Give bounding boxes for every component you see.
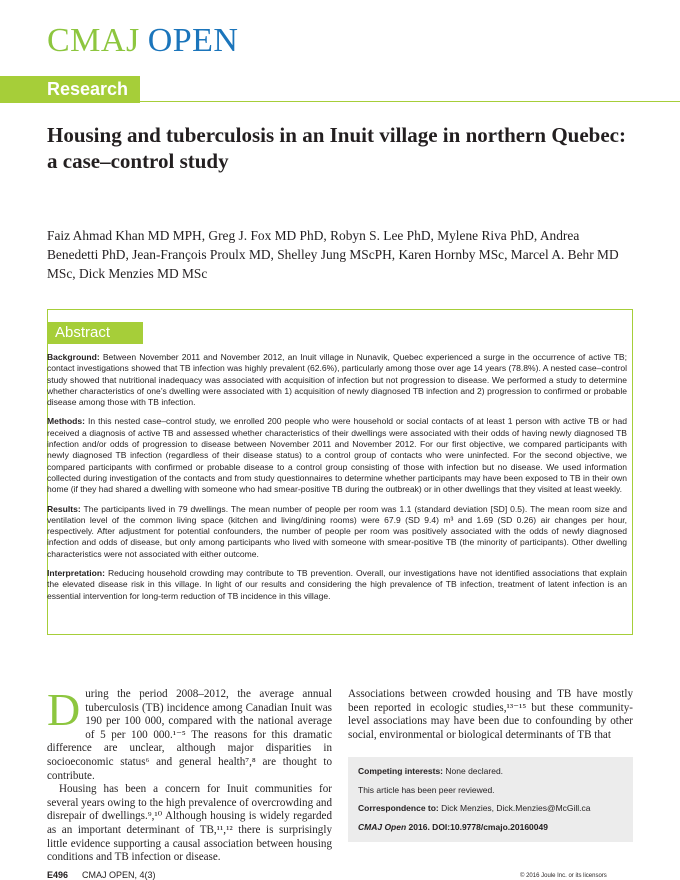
section-label: Research	[47, 79, 129, 99]
section-bar	[0, 76, 140, 103]
page-footer	[47, 870, 156, 880]
correspondence-text[interactable]: Dick Menzies, Dick.Menzies@McGill.ca	[441, 803, 591, 813]
page-number: E496	[47, 870, 69, 880]
body-column-right	[348, 688, 633, 742]
correspondence-label: Correspondence to:	[358, 803, 439, 813]
article-info-box	[348, 757, 633, 842]
section-rule	[140, 101, 680, 102]
methods-text: In this nested case–control study, we enrolled 200 people who were household or social contacts of at least 1 person with active TB or had received a diagnosis of active TB and assessed whether characteristics of their dwellings were associated with their odds of having newly diagnosed TB infection and/or odds of progression to disease between November 2011 and November 2012. For our first objective, we compared participants with newly diagnosed TB infection (regardless of their disease status) to a control group of contacts who were uninfected. For the second objective, we compared participants with confirmed or probable disease to a control group consisting of those with infection but no disease. We used information collected during investigation of the contacts and from study questionnaires to determine whether participants may have been exposed to TB in their own home (if they had shared a dwelling with someone who had smear-positive TB during the outbreak) or in other dwellings that they visited at least weekly.	[47, 416, 627, 495]
competing-label: Competing interests:	[358, 766, 444, 776]
interpretation-label: Interpretation:	[47, 568, 105, 579]
footer-copyright: © 2016 Joule Inc. or its licensors	[520, 873, 607, 879]
body-paragraph-2: Housing has been a concern for Inuit communities for several years owing to the high prevalence of overcrowding and disrepair of dwellings.⁹,¹⁰ Although housing is widely regarded as an important determinant of TB,¹¹,¹² there is surprisingly little evidence supporting a causal association between housing conditions and TB infection or disease.	[47, 783, 332, 864]
background-text: Between November 2011 and November 2012, an Inuit village in Nunavik, Quebec experienced a surge in the occurrence of active TB; contact investigations showed that TB infection was highly prevalent (62.6%), particularly among those over age 14 years (78.8%). A nested case–control study showed that nutritional inadequacy was associated with acquisition of infection but not progression to disease. We performed a study to determine whether characteristics of one’s dwelling were associated with 1) acquisition of newly diagnosed TB infection and 2) progression to confirmed or probable disease among those with TB infection.	[47, 352, 627, 408]
abstract-background	[47, 352, 627, 408]
abstract-methods	[47, 416, 627, 495]
interpretation-text: Reducing household crowding may contribute to TB prevention. Overall, our investigations have not identified associations that explain the elevated disease risk in this village. In light of our results and considering the high prevalence of TB infection, treatment of latent infection is an essential intervention for long-term reduction of TB incidence in this village.	[47, 568, 628, 601]
citation-journal: CMAJ Open	[358, 821, 407, 832]
results-label: Results:	[47, 503, 81, 514]
drop-cap: D	[47, 684, 81, 735]
abstract-interpretation	[47, 568, 627, 602]
peer-review-note: This article has been peer reviewed.	[358, 784, 495, 795]
citation	[358, 818, 623, 837]
competing-text: None declared.	[445, 766, 504, 776]
body-column-left	[47, 684, 332, 865]
competing-interests	[358, 762, 623, 781]
methods-label: Methods:	[47, 416, 85, 427]
article-title: Housing and tuberculosis in an Inuit village in northern Quebec: a case–control study	[47, 123, 626, 173]
body-paragraph-1	[47, 684, 332, 783]
author-list: Faiz Ahmad Khan MD MPH, Greg J. Fox MD PhD, Robyn S. Lee PhD, Mylene Riva PhD, Andrea Benedetti PhD, Jean-François Proulx MD, Shelley Jung MScPH, Karen Hornby MSc, Marcel A. Behr MD MSc, Dick Menzies MD MSc	[47, 228, 619, 281]
masthead-cmaj: CMAJ	[47, 22, 140, 59]
footer-journal: CMAJ OPEN, 4(3)	[82, 870, 156, 880]
abstract-results	[47, 504, 627, 560]
abstract-heading: Abstract	[47, 322, 143, 344]
results-text: The participants lived in 79 dwellings. The mean number of people per room was 1.1 (standard deviation [SD] 0.5). The mean room size and ventilation level of the common living space (kitchen and living/dining rooms) were 67.9 (SD 9.4) m³ and 1.69 (SD 0.26) air changes per hour, respectively. After adjustment for potential confounders, the number of people per room was positively associated with the odds of newly diagnosed infection and odds of disease, but only among participants who lived with someone with smear-positive TB (the minority of participants). Other dwelling characteristics were not associated with either outcome.	[47, 503, 627, 559]
paragraph-1-text: uring the period 2008–2012, the average annual tuberculosis (TB) incidence among Canadian Inuit was 190 per 100 000, compared with the national average of 5 per 100 000.¹⁻⁵ The reasons for this dramatic difference are unclear, although major disparities in socioeconomic status⁶ and general health⁷,⁸ are thought to contribute.	[47, 688, 332, 782]
citation-text: 2016. DOI:10.9778/cmajo.20160049	[408, 821, 548, 832]
abstract-text	[47, 352, 627, 610]
correspondence	[358, 799, 623, 818]
masthead-open: OPEN	[147, 22, 239, 59]
body-paragraph-3: Associations between crowded housing and TB have mostly been reported in ecologic studies,¹³⁻¹⁵ but these community-level associations may have been due to confounding by other social, environmental or biological determinants of TB that	[348, 688, 633, 741]
journal-masthead	[47, 24, 239, 58]
background-label: Background:	[47, 352, 100, 362]
